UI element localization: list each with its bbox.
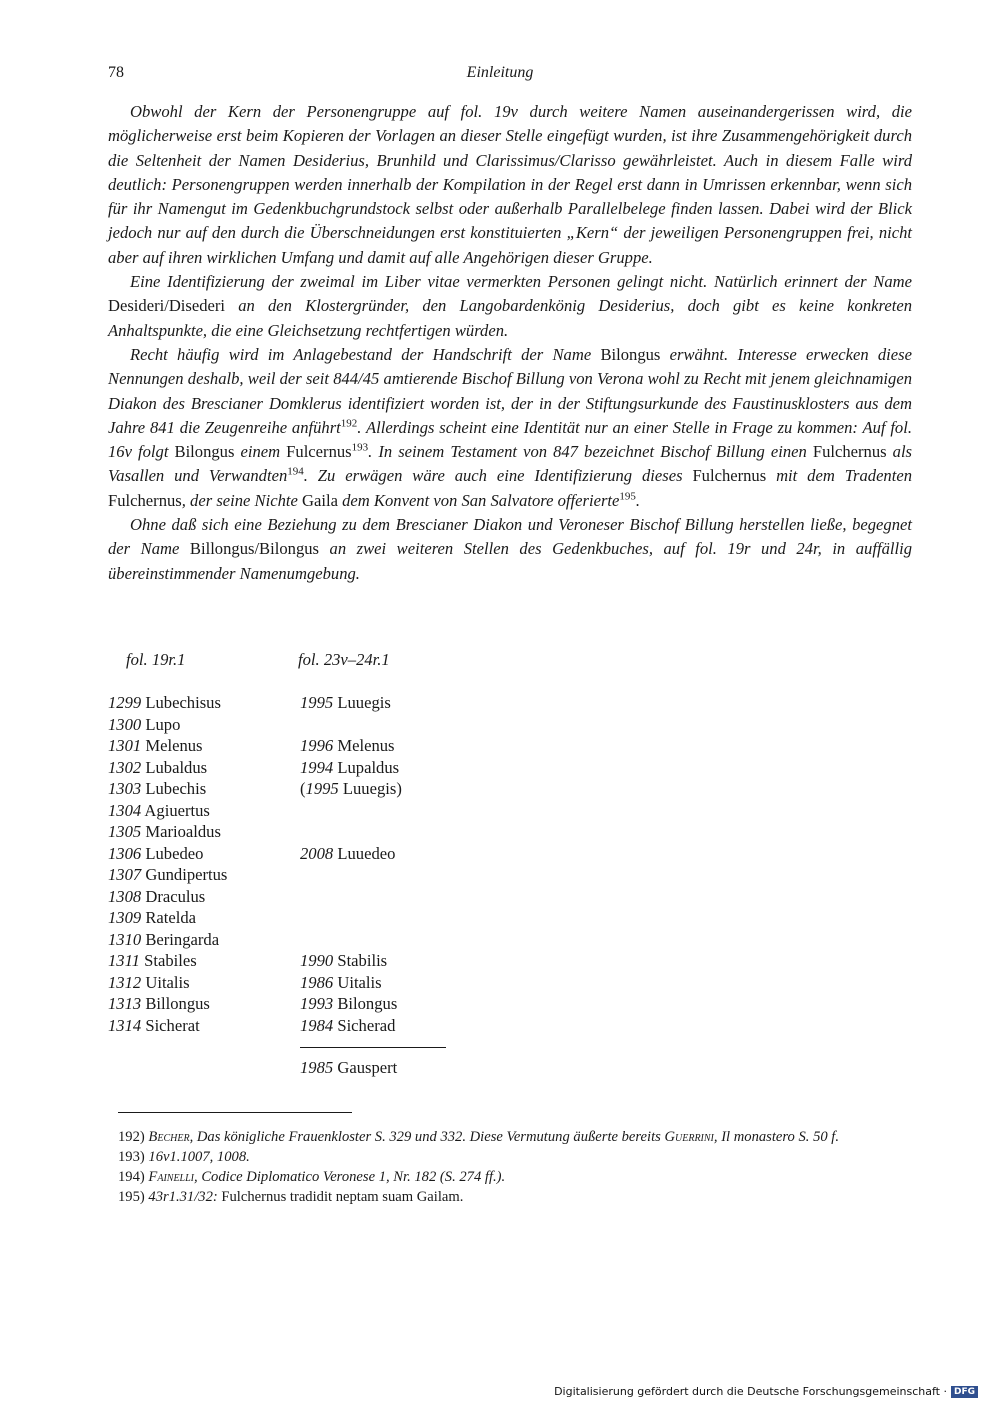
footnote-number: 194) — [118, 1169, 145, 1185]
entry-name: Uitalis — [337, 972, 382, 992]
entry-name: Lupo — [145, 714, 181, 734]
list-item — [108, 735, 227, 757]
list-item — [300, 972, 402, 994]
list-item — [108, 778, 227, 800]
entry-number: 1301 — [108, 736, 142, 755]
entry-name: Melenus — [145, 736, 203, 755]
body-text — [108, 100, 912, 586]
paragraph-1: Obwohl der Kern der Personengruppe auf fol. 19v durch weitere Namen auseinandergerissen wird, die möglicherweise erst beim Kopieren der Vorlagen an dieser Stelle eingefügt wurden, ist ihre Zusammengehörigkeit durch die Seltenheit der Namen Desiderius, Brunhild und Clarissimus/Clarisso gewährleistet. Auch in diesem Falle wird deutlich: Personengruppen werden innerhalb der Kompilation in der Regel erst dann in Umrissen erkennbar, wenn sich für ihr Namengut im Gedenkbuchgrundstock selbst oder außerhalb Parallelbelege finden lassen. Dabei wird der Blick jedoch nur auf den durch die Überschneidungen erst konstituierten „Kern“ der jeweiligen Personengruppen frei, nicht aber auf ihren wirklichen Umfang und damit auf alle Angehörigen dieser Gruppe. — [108, 102, 912, 267]
footnote-number: 192) — [118, 1129, 145, 1145]
footnotes — [118, 1127, 918, 1207]
list-item — [108, 993, 227, 1015]
entry-number: 1305 — [108, 822, 142, 841]
entry-name: Billongus — [145, 994, 210, 1013]
list-item — [300, 757, 402, 779]
entry-number: 1309 — [108, 908, 142, 927]
entry-name: Ratelda — [145, 908, 197, 927]
footnote-text: Guerrini — [664, 1129, 714, 1145]
entry-name: Sicherat — [145, 1015, 200, 1035]
extra-list-item: 1985 Gauspert — [300, 1058, 398, 1077]
footer-text: Digitalisierung gefördert durch die Deutsche Forschungsgemeinschaft · — [554, 1385, 947, 1398]
list-item — [108, 886, 227, 908]
entry-name: Lubaldus — [145, 757, 208, 777]
entry-number: 1995 — [300, 693, 334, 712]
list-item — [300, 821, 402, 843]
entry-number: 1308 — [108, 886, 142, 906]
footnote-text: 16v1.1007, 1008. — [148, 1149, 250, 1165]
list-item — [108, 929, 227, 951]
left-name-list — [108, 692, 227, 1036]
entry-name: Bilongus — [337, 994, 398, 1013]
list-item — [300, 735, 402, 757]
right-name-list — [300, 692, 402, 1036]
list-item — [300, 886, 402, 908]
entry-name: Uitalis — [145, 972, 190, 992]
list-item — [108, 907, 227, 929]
footnote-text: , Codice Diplomatico Veronese 1, Nr. 182 (S. 274 ff.). — [194, 1169, 506, 1185]
entry-number: 1306 — [108, 843, 142, 863]
entry-name: Lubedeo — [145, 843, 204, 863]
list-item — [108, 800, 227, 822]
entry-number: 1990 — [300, 951, 334, 970]
paragraph-2: Eine Identifizierung der zweimal im Liber vitae vermerkten Personen gelingt nicht. Natürlich erinnert der Name Desideri/Disederi an den Klostergründer, den Langobardenkönig Desiderius, doch gibt es keine konkreten Anhaltspunkte, die eine Gleichsetzung rechtfertigen würden. — [108, 272, 912, 340]
list-item — [108, 757, 227, 779]
list-item — [300, 907, 402, 929]
entry-number: 1984 — [300, 1015, 334, 1035]
entry-name: Beringarda — [145, 929, 220, 949]
footnote-ref-195: 195 — [619, 490, 636, 503]
list-item — [108, 692, 227, 714]
entry-number: 1311 — [108, 951, 140, 970]
footer-credit — [554, 1385, 978, 1398]
entry-number: 1312 — [108, 972, 142, 992]
list-item — [108, 714, 227, 736]
footnote-number: 193) — [118, 1149, 145, 1165]
list-item — [108, 864, 227, 886]
footnote-text: Becher — [148, 1129, 190, 1145]
footnote-number: 195) — [118, 1189, 145, 1205]
dfg-logo: DFG — [951, 1386, 978, 1398]
footnote — [118, 1187, 918, 1207]
list-item — [300, 843, 402, 865]
entry-number: 1310 — [108, 929, 142, 949]
list-item — [108, 1015, 227, 1037]
list-item — [300, 692, 402, 714]
list-item — [108, 843, 227, 865]
entry-number: 1299 — [108, 693, 142, 712]
footnote-ref-193: 193 — [351, 441, 369, 454]
footnote — [118, 1167, 918, 1187]
footnote — [118, 1147, 918, 1167]
list-item — [300, 929, 402, 951]
paren: ) — [396, 779, 402, 798]
footnote-text: 43r1.31/32: — [148, 1189, 218, 1205]
paragraph-3: Recht häufig wird im Anlagebestand der Handschrift der Name Bilongus erwähnt. Interesse erwecken diese Nennungen deshalb, weil der seit 844/45 amtierende Bischof Billung von Verona wohl zu Recht mit jenem gleichnamigen Diakon des Brescianer Domklerus identifiziert worden ist, der in der Stiftungsurkunde des Faustinusklosters aus dem Jahre 841 die Zeugenreihe anführt$^{192}$. Allerdings scheint eine Identität nur an einer Stelle in Frage zu kommen: Auf fol. 16v folgt Bilongus einem Fulcernus$^{193}$. In seinem Testament von 847 bezeichnet Bischof Billung einen Fulchernus als Vasallen und Verwandten$^{194}$. Zu erwägen wäre auch eine Identifizierung dieses Fulchernus mit dem Tradenten Fulchernus, der seine Nichte Gaila dem Konvent von San Salvatore offerierte$^{195}$. — [108, 344, 913, 510]
entry-name: Sicherad — [337, 1015, 396, 1035]
page-number: 78 — [108, 64, 124, 81]
left-list-header: fol. 19r.1 — [126, 650, 186, 669]
footnote-ref-194: 194 — [287, 465, 304, 478]
footnote — [118, 1127, 918, 1147]
entry-number: 1302 — [108, 757, 142, 777]
list-item — [108, 950, 227, 972]
entry-number: 1303 — [108, 779, 142, 798]
entry-name: Gundipertus — [145, 865, 228, 884]
entry-name: Agiuertus — [144, 800, 210, 820]
footnote-text: Fainelli — [148, 1169, 195, 1185]
entry-name: Luuegis — [342, 779, 397, 798]
entry-name: Luuedeo — [337, 843, 396, 863]
right-list-header: fol. 23v–24r.1 — [298, 650, 390, 669]
entry-name: Lubechis — [145, 779, 207, 798]
entry-name: Marioaldus — [145, 822, 221, 841]
list-item — [300, 1015, 402, 1037]
entry-number: 1993 — [300, 994, 334, 1013]
list-item — [108, 972, 227, 994]
entry-number: 1986 — [300, 972, 334, 992]
list-divider — [300, 1047, 446, 1048]
entry-number: 1314 — [108, 1015, 142, 1035]
list-item — [300, 864, 402, 886]
entry-name: Lubechisus — [145, 693, 221, 712]
entry-number: 1996 — [300, 736, 334, 755]
footnote-text: , Il monastero S. 50 f. — [713, 1129, 840, 1145]
footnote-text: Fulchernus tradidit neptam suam Gailam. — [217, 1189, 464, 1205]
entry-name: Melenus — [337, 736, 395, 755]
entry-number: 1994 — [300, 757, 334, 777]
footnote-ref-192: 192 — [340, 417, 358, 430]
list-item — [300, 950, 402, 972]
list-item — [300, 800, 402, 822]
entry-number: 1313 — [108, 994, 142, 1013]
entry-name: Stabilis — [337, 951, 388, 970]
entry-number: 2008 — [300, 843, 334, 863]
entry-number: 1307 — [108, 865, 142, 884]
entry-name: Stabiles — [144, 951, 197, 970]
footnote-separator — [118, 1112, 352, 1113]
entry-number: 1304 — [108, 800, 142, 820]
paragraph-4: Ohne daß sich eine Beziehung zu dem Brescianer Diakon und Veroneser Bischof Billung herstellen ließe, begegnet der Name Billongus/Bilongus an zwei weiteren Stellen des Gedenkbuches, auf fol. 19r und 24r, in auffällig übereinstimmender Namenumgebung. — [108, 515, 912, 583]
entry-name: Draculus — [145, 886, 206, 906]
entry-number: 1300 — [108, 714, 142, 734]
list-item — [300, 714, 402, 736]
entry-name: Lupaldus — [337, 757, 400, 777]
list-item — [300, 778, 402, 800]
list-item — [300, 993, 402, 1015]
entry-number: 1995 — [305, 779, 339, 798]
running-head: Einleitung — [466, 64, 534, 81]
footnote-text: , Das königliche Frauenkloster S. 329 und 332. Diese Vermutung äußerte bereits — [189, 1129, 665, 1145]
list-item — [108, 821, 227, 843]
paren: ( — [300, 779, 306, 798]
entry-name: Luuegis — [337, 693, 391, 712]
